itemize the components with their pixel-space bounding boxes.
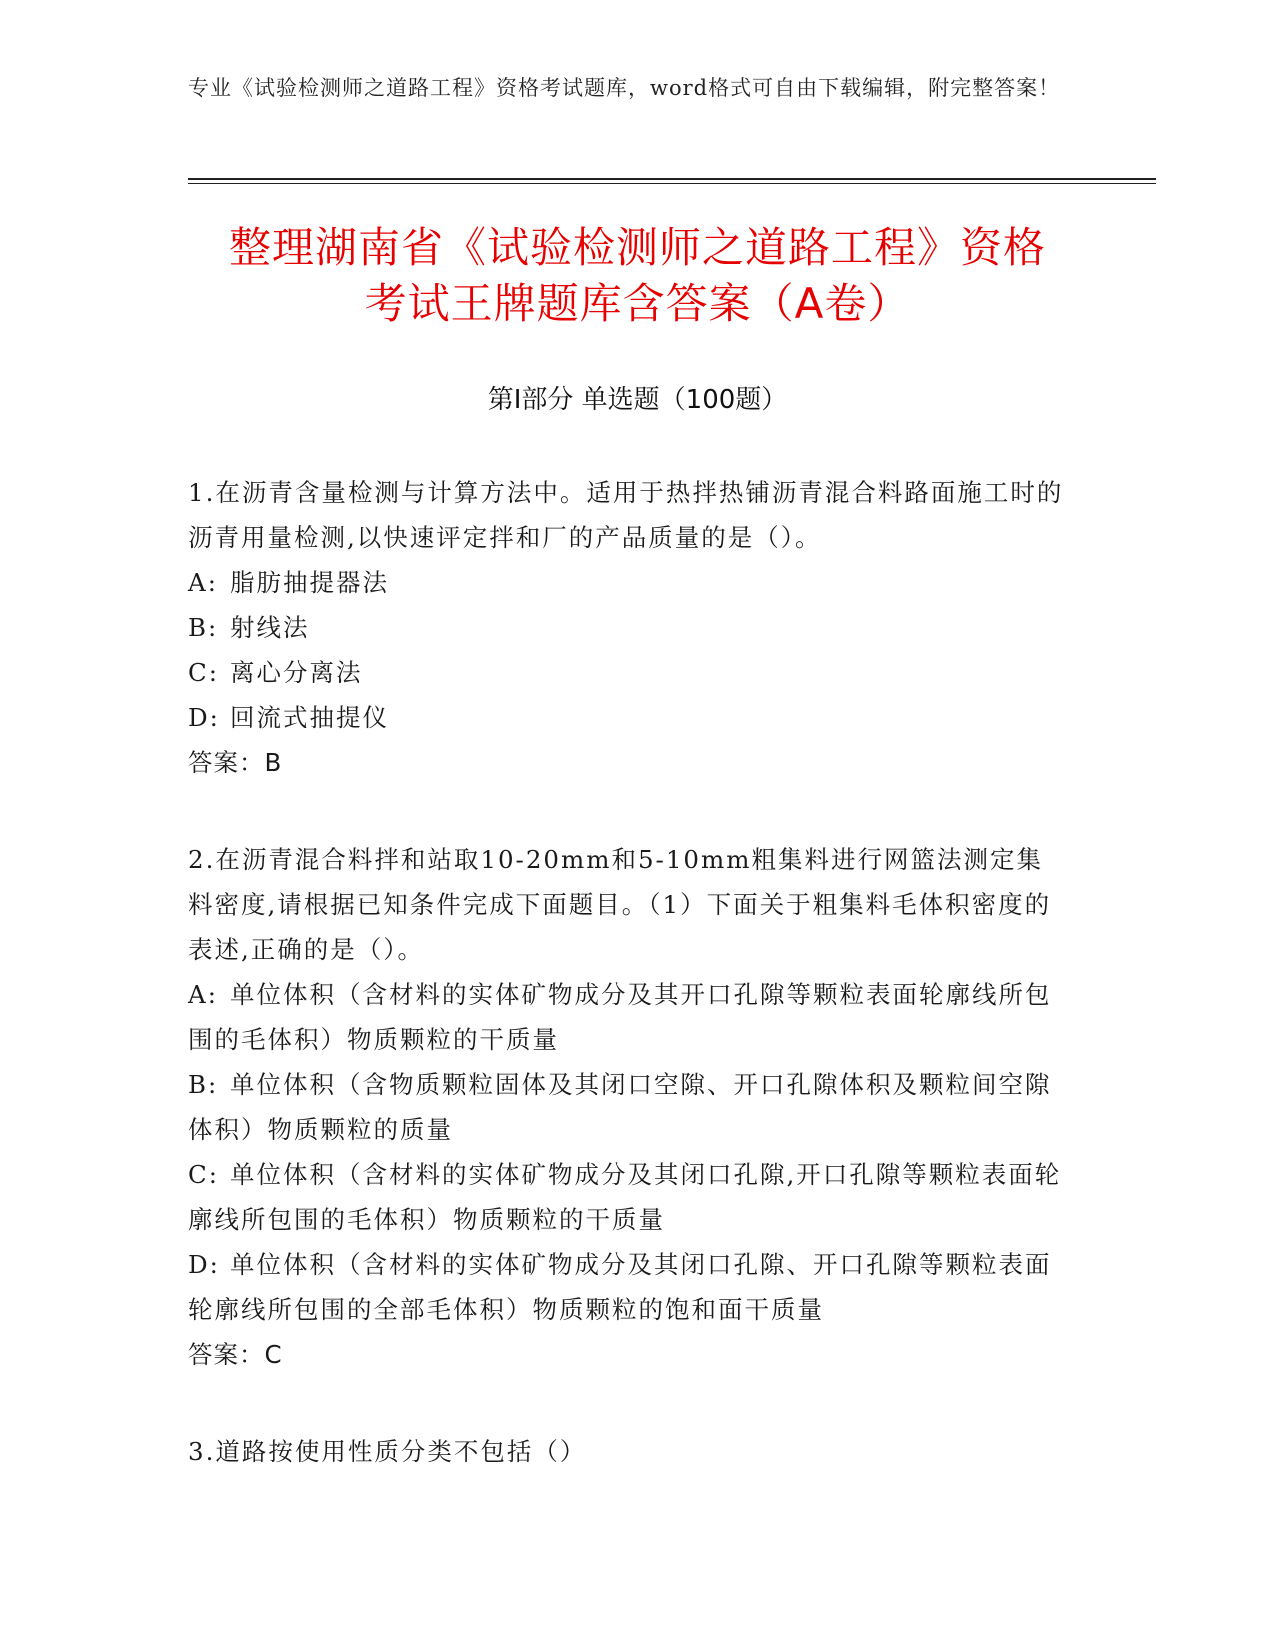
question-1: [188, 470, 1068, 785]
option-key: D:: [188, 703, 220, 732]
option-c: [188, 1152, 1068, 1242]
option-text: 射线法: [230, 613, 310, 642]
document-title-line-1: 整理湖南省《试验检测师之道路工程》资格: [228, 223, 1046, 272]
document-title-line-2: 考试王牌题库含答案（A卷）: [364, 279, 911, 328]
question-2: [188, 837, 1068, 1377]
option-text: 离心分离法: [230, 658, 363, 687]
option-text: 单位体积（含物质颗粒固体及其闭口空隙、开口孔隙体积及颗粒间空隙体积）物质颗粒的质量: [188, 1070, 1052, 1144]
option-d: [188, 1242, 1068, 1332]
option-key: A:: [188, 568, 218, 597]
question-text: 3.道路按使用性质分类不包括（）: [188, 1437, 587, 1466]
answer-label: 答案：C: [188, 1340, 283, 1369]
option-key: C:: [188, 658, 220, 687]
question-text: 2.在沥青混合料拌和站取10-20mm和5-10mm粗集料进行网篮法测定集料密度,请根据已知条件完成下面题目。（1）下面关于粗集料毛体积密度的表述,正确的是（）。: [188, 845, 1052, 964]
option-b: [188, 605, 1068, 650]
option-text: 单位体积（含材料的实体矿物成分及其开口孔隙等颗粒表面轮廓线所包围的毛体积）物质颗粒的干质量: [188, 980, 1052, 1054]
option-c: [188, 650, 1068, 695]
option-a: [188, 972, 1068, 1062]
header-note: 专业《试验检测师之道路工程》资格考试题库，word格式可自由下载编辑，附完整答案！: [188, 76, 1061, 100]
question-3: [188, 1429, 1068, 1474]
option-text: 单位体积（含材料的实体矿物成分及其闭口孔隙、开口孔隙等颗粒表面轮廓线所包围的全部毛体积）物质颗粒的饱和面干质量: [188, 1250, 1052, 1324]
option-b: [188, 1062, 1068, 1152]
option-key: B:: [188, 613, 219, 642]
header-rule-thick: [188, 178, 1156, 180]
answer-label: 答案：B: [188, 748, 283, 777]
option-d: [188, 695, 1068, 740]
option-text: 单位体积（含材料的实体矿物成分及其闭口孔隙,开口孔隙等颗粒表面轮廓线所包围的毛体积）物质颗粒的干质量: [188, 1160, 1062, 1234]
option-key: D:: [188, 1250, 220, 1279]
option-key: A:: [188, 980, 218, 1009]
header-rule-thin: [188, 183, 1156, 184]
option-key: B:: [188, 1070, 219, 1099]
question-text: 1.在沥青含量检测与计算方法中。适用于热拌热铺沥青混合料路面施工时的沥青用量检测,以快速评定拌和厂的产品质量的是（）。: [188, 478, 1064, 552]
option-a: [188, 560, 1068, 605]
section-title: 第I部分 单选题（100题）: [487, 385, 788, 415]
question-list: [188, 470, 1068, 1526]
document-title: [100, 220, 1175, 332]
option-key: C:: [188, 1160, 220, 1189]
option-text: 脂肪抽提器法: [230, 568, 389, 597]
option-text: 回流式抽提仪: [230, 703, 389, 732]
